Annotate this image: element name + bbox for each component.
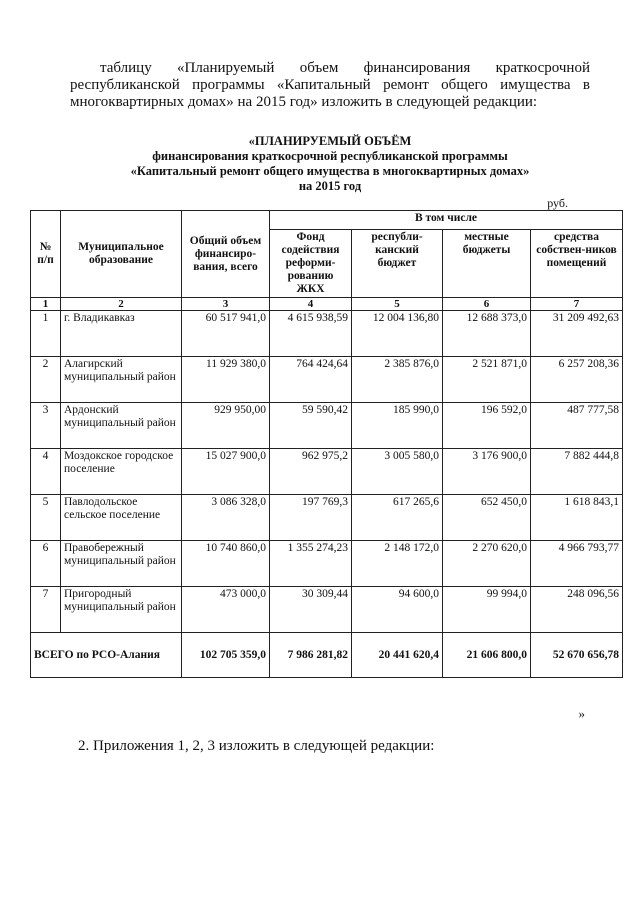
column-numbers-row — [31, 298, 623, 311]
row-municipality: Пригородный муниципальный район — [61, 587, 182, 633]
total-fund: 7 986 281,82 — [270, 633, 352, 678]
row-num: 7 — [31, 587, 61, 633]
row-num: 2 — [31, 357, 61, 403]
row-fund: 1 355 274,23 — [270, 541, 352, 587]
row-local: 2 270 620,0 — [443, 541, 531, 587]
row-local: 2 521 871,0 — [443, 357, 531, 403]
row-republic: 185 990,0 — [352, 403, 443, 449]
header-republic: республи-канский бюджет — [352, 230, 443, 298]
column-number: 2 — [61, 298, 182, 311]
row-num: 4 — [31, 449, 61, 495]
header-num: № п/п — [31, 211, 61, 298]
total-republic: 20 441 620,4 — [352, 633, 443, 678]
row-republic: 2 148 172,0 — [352, 541, 443, 587]
row-local: 196 592,0 — [443, 403, 531, 449]
row-owners: 487 777,58 — [531, 403, 623, 449]
row-owners: 1 618 843,1 — [531, 495, 623, 541]
row-fund: 30 309,44 — [270, 587, 352, 633]
row-total: 929 950,00 — [182, 403, 270, 449]
row-total: 15 027 900,0 — [182, 449, 270, 495]
table-row — [31, 541, 623, 587]
row-num: 3 — [31, 403, 61, 449]
row-total: 473 000,0 — [182, 587, 270, 633]
financing-table — [30, 210, 623, 678]
row-municipality: Алагирский муниципальный район — [61, 357, 182, 403]
table-row — [31, 403, 623, 449]
row-fund: 197 769,3 — [270, 495, 352, 541]
row-municipality: Моздокское городское поселение — [61, 449, 182, 495]
table-row — [31, 357, 623, 403]
column-number: 4 — [270, 298, 352, 311]
table-title-line-3: «Капитальный ремонт общего имущества в многоквартирных домах» — [130, 164, 530, 178]
table-row — [31, 587, 623, 633]
table-row — [31, 495, 623, 541]
header-owners: средства собствен-ников помещений — [531, 230, 623, 298]
row-owners: 7 882 444,8 — [531, 449, 623, 495]
header-municipality: Муниципальное образование — [61, 211, 182, 298]
header-including: В том числе — [270, 211, 623, 230]
row-local: 652 450,0 — [443, 495, 531, 541]
table-title-line-2: финансирования краткосрочной республиканской программы — [152, 149, 508, 163]
table-row — [31, 449, 623, 495]
row-republic: 94 600,0 — [352, 587, 443, 633]
column-number: 1 — [31, 298, 61, 311]
row-municipality: Ардонский муниципальный район — [61, 403, 182, 449]
closing-quote: » — [578, 706, 585, 721]
total-label: ВСЕГО по РСО-Алания — [31, 633, 182, 678]
row-republic: 2 385 876,0 — [352, 357, 443, 403]
header-total: Общий объем финансиро-вания, всего — [182, 211, 270, 298]
header-fund: Фонд содействия реформи-рованию ЖКХ — [270, 230, 352, 298]
row-republic: 12 004 136,80 — [352, 311, 443, 357]
row-owners: 31 209 492,63 — [531, 311, 623, 357]
row-municipality: Правобережный муниципальный район — [61, 541, 182, 587]
row-total: 60 517 941,0 — [182, 311, 270, 357]
intro-paragraph: таблицу «Планируемый объем финансирования краткосрочной республиканской программы «Капитальный ремонт общего имущества в многоквартирных домах» на 2015 год» изложить в следующей редакции: — [70, 60, 590, 110]
row-fund: 962 975,2 — [270, 449, 352, 495]
header-local: местные бюджеты — [443, 230, 531, 298]
row-num: 1 — [31, 311, 61, 357]
row-republic: 3 005 580,0 — [352, 449, 443, 495]
row-local: 12 688 373,0 — [443, 311, 531, 357]
total-row — [31, 633, 623, 678]
currency-unit: руб. — [547, 196, 568, 210]
row-total: 10 740 860,0 — [182, 541, 270, 587]
row-fund: 59 590,42 — [270, 403, 352, 449]
row-num: 6 — [31, 541, 61, 587]
total-owners: 52 670 656,78 — [531, 633, 623, 678]
column-number: 6 — [443, 298, 531, 311]
row-fund: 4 615 938,59 — [270, 311, 352, 357]
row-total: 11 929 380,0 — [182, 357, 270, 403]
row-owners: 4 966 793,77 — [531, 541, 623, 587]
row-municipality: Павлодольское сельское поселение — [61, 495, 182, 541]
table-title-line-4: на 2015 год — [298, 179, 362, 193]
table-row — [31, 311, 623, 357]
column-number: 5 — [352, 298, 443, 311]
row-total: 3 086 328,0 — [182, 495, 270, 541]
row-municipality: г. Владикавказ — [61, 311, 182, 357]
total-total: 102 705 359,0 — [182, 633, 270, 678]
row-republic: 617 265,6 — [352, 495, 443, 541]
paragraph-2: 2. Приложения 1, 2, 3 изложить в следующей редакции: — [78, 738, 435, 754]
row-local: 99 994,0 — [443, 587, 531, 633]
column-number: 3 — [182, 298, 270, 311]
row-local: 3 176 900,0 — [443, 449, 531, 495]
row-owners: 6 257 208,36 — [531, 357, 623, 403]
row-owners: 248 096,56 — [531, 587, 623, 633]
row-fund: 764 424,64 — [270, 357, 352, 403]
total-local: 21 606 800,0 — [443, 633, 531, 678]
column-number: 7 — [531, 298, 623, 311]
row-num: 5 — [31, 495, 61, 541]
table-title-line-1: «ПЛАНИРУЕМЫЙ ОБЪЁМ — [248, 134, 412, 148]
